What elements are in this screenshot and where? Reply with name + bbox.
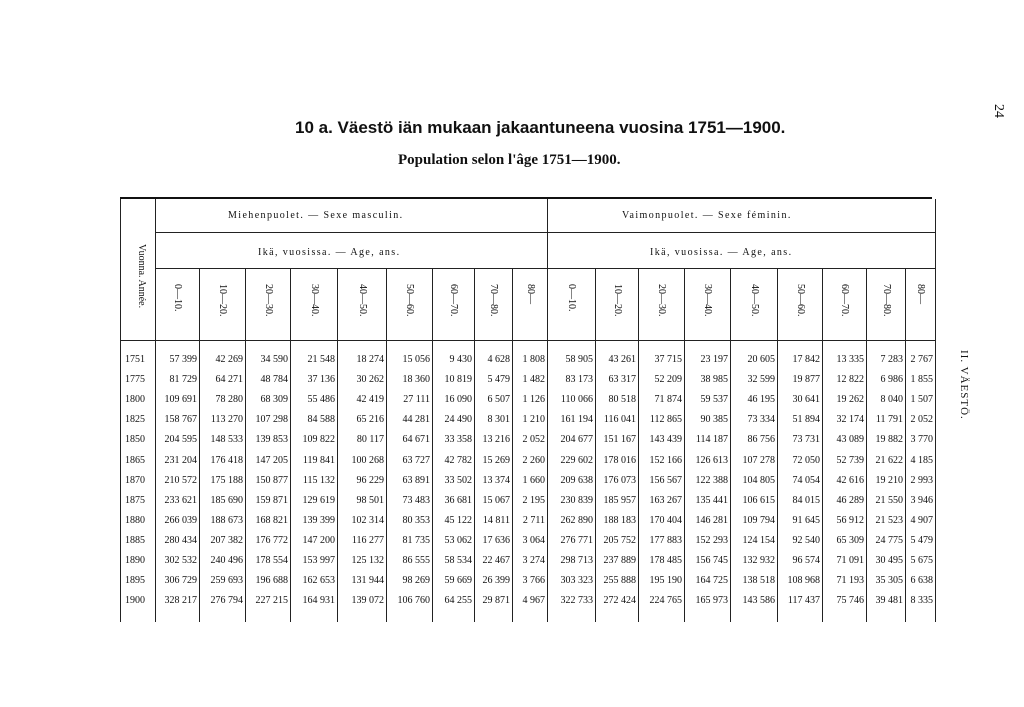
- female-value-cell: 12 822: [836, 374, 864, 386]
- female-value-cell: 42 616: [836, 474, 864, 486]
- female-value-cell: 2 993: [910, 474, 933, 486]
- female-value-cell: 91 645: [792, 514, 820, 526]
- female-value-cell: 152 166: [649, 454, 682, 466]
- female-value-cell: 143 439: [649, 434, 682, 446]
- male-value-cell: 80 353: [402, 514, 430, 526]
- female-value-cell: 71 091: [836, 555, 864, 566]
- female-value-cell: 51 894: [792, 414, 820, 426]
- female-value-cell: 135 441: [695, 494, 728, 506]
- male-value-cell: 150 877: [255, 474, 288, 486]
- female-value-cell: 21 622: [875, 454, 903, 466]
- male-value-cell: 33 358: [444, 434, 472, 446]
- male-value-cell: 107 298: [255, 414, 288, 426]
- male-value-cell: 10 819: [444, 374, 472, 386]
- year-cell: 1751: [125, 354, 145, 365]
- male-value-cell: 98 269: [402, 575, 430, 587]
- male-value-cell: 176 772: [255, 534, 288, 546]
- female-value-cell: 58 905: [565, 354, 593, 365]
- year-cell: 1800: [125, 394, 145, 406]
- female-value-cell: 30 641: [792, 394, 820, 406]
- female-value-cell: 112 865: [649, 414, 682, 426]
- female-value-cell: 46 289: [836, 494, 864, 506]
- female-value-cell: 32 174: [836, 414, 864, 426]
- male-value-cell: 168 821: [255, 514, 288, 526]
- male-value-cell: 96 229: [356, 474, 384, 486]
- female-value-cell: 104 805: [742, 474, 775, 486]
- male-value-cell: 13 374: [482, 474, 510, 486]
- female-value-cell: 74 054: [792, 474, 820, 486]
- year-cell: 1895: [125, 575, 145, 587]
- female-value-cell: 39 481: [875, 595, 903, 607]
- male-value-cell: 9 430: [449, 354, 472, 365]
- male-value-cell: 158 767: [164, 414, 197, 426]
- male-value-cell: 15 067: [482, 494, 510, 506]
- male-value-cell: 34 590: [260, 354, 288, 365]
- female-value-cell: 7 283: [880, 354, 903, 365]
- female-value-cell: 126 613: [695, 454, 728, 466]
- female-value-cell: 86 756: [747, 434, 775, 446]
- female-age-group-label: 20—30.: [656, 284, 667, 317]
- male-value-cell: 185 690: [210, 494, 243, 506]
- male-age-group-label: 30—40.: [308, 284, 320, 317]
- male-value-cell: 64 671: [402, 434, 430, 446]
- male-value-cell: 1 126: [522, 394, 545, 406]
- female-value-cell: 156 745: [695, 555, 728, 566]
- female-value-cell: 156 567: [649, 474, 682, 486]
- female-value-cell: 205 752: [603, 534, 636, 546]
- female-value-cell: 3 770: [910, 434, 933, 446]
- female-value-cell: 188 183: [603, 514, 636, 526]
- male-value-cell: 65 216: [356, 414, 384, 426]
- female-value-cell: 90 385: [700, 414, 728, 426]
- table-top-rule: [120, 197, 932, 199]
- male-value-cell: 175 188: [210, 474, 243, 486]
- male-value-cell: 84 588: [307, 414, 335, 426]
- page-number: 24: [991, 104, 1006, 118]
- male-value-cell: 6 507: [487, 394, 510, 406]
- male-value-cell: 2 711: [522, 514, 545, 526]
- male-value-cell: 73 483: [402, 494, 430, 506]
- table-right-border: [935, 199, 936, 622]
- male-value-cell: 86 555: [402, 555, 430, 566]
- female-value-cell: 96 574: [792, 555, 820, 566]
- male-value-cell: 64 271: [215, 374, 243, 386]
- female-value-cell: 52 739: [836, 454, 864, 466]
- male-value-cell: 57 399: [169, 354, 197, 365]
- male-value-cell: 153 997: [302, 555, 335, 566]
- male-value-cell: 42 419: [356, 394, 384, 406]
- male-value-cell: 42 269: [215, 354, 243, 365]
- male-value-cell: 106 760: [397, 595, 430, 607]
- female-value-cell: 8 335: [910, 595, 933, 607]
- male-value-cell: 119 841: [302, 454, 335, 466]
- male-value-cell: 27 111: [403, 394, 430, 406]
- female-value-cell: 1 507: [910, 394, 933, 406]
- female-value-cell: 178 016: [603, 454, 636, 466]
- male-age-group-label: 20—30.: [262, 284, 274, 317]
- female-value-cell: 23 197: [700, 354, 728, 365]
- male-value-cell: 176 418: [210, 454, 243, 466]
- male-value-cell: 164 931: [302, 595, 335, 607]
- female-value-cell: 109 794: [742, 514, 775, 526]
- female-value-cell: 2 767: [910, 354, 933, 365]
- female-value-cell: 229 602: [560, 454, 593, 466]
- male-value-cell: 44 281: [402, 414, 430, 426]
- male-value-cell: 16 090: [444, 394, 472, 406]
- male-value-cell: 59 669: [444, 575, 472, 587]
- female-value-cell: 73 731: [792, 434, 820, 446]
- male-value-cell: 259 693: [210, 575, 243, 587]
- male-value-cell: 42 782: [444, 454, 472, 466]
- female-value-cell: 4 185: [910, 454, 933, 466]
- male-value-cell: 4 628: [487, 354, 510, 365]
- male-value-cell: 36 681: [444, 494, 472, 506]
- year-cell: 1775: [125, 374, 145, 386]
- year-cell: 1890: [125, 555, 145, 566]
- male-value-cell: 109 822: [302, 434, 335, 446]
- male-value-cell: 26 399: [482, 575, 510, 587]
- female-value-cell: 35 305: [875, 575, 903, 587]
- page-title: 10 a. Väestö iän mukaan jakaantuneena vuosina 1751—1900.: [295, 118, 786, 137]
- male-value-cell: 37 136: [307, 374, 335, 386]
- male-value-cell: 3 274: [522, 555, 545, 566]
- female-value-cell: 303 323: [560, 575, 593, 587]
- male-value-cell: 204 595: [164, 434, 197, 446]
- male-value-cell: 81 735: [402, 534, 430, 546]
- female-value-cell: 19 210: [875, 474, 903, 486]
- female-value-cell: 322 733: [560, 595, 593, 607]
- header-rule-2: [155, 268, 935, 269]
- female-value-cell: 37 715: [654, 354, 682, 365]
- female-value-cell: 255 888: [603, 575, 636, 587]
- female-value-cell: 11 791: [875, 414, 903, 426]
- year-cell: 1885: [125, 534, 145, 546]
- female-value-cell: 116 041: [603, 414, 636, 426]
- female-value-cell: 185 957: [603, 494, 636, 506]
- male-value-cell: 18 360: [402, 374, 430, 386]
- female-value-cell: 152 293: [695, 534, 728, 546]
- male-value-cell: 14 811: [482, 514, 510, 526]
- female-value-cell: 177 883: [649, 534, 682, 546]
- female-value-cell: 178 485: [649, 555, 682, 566]
- female-value-cell: 63 317: [608, 374, 636, 386]
- male-value-cell: 302 532: [164, 555, 197, 566]
- male-value-cell: 4 967: [522, 595, 545, 607]
- table-left-border: [120, 199, 121, 622]
- male-value-cell: 21 548: [307, 354, 335, 365]
- female-value-cell: 59 537: [700, 394, 728, 406]
- female-value-cell: 143 586: [742, 595, 775, 607]
- male-value-cell: 139 072: [351, 595, 384, 607]
- female-age-group-label: 50—60.: [794, 284, 806, 317]
- male-value-cell: 17 636: [482, 534, 510, 546]
- female-age-group-label: 10—20.: [611, 284, 623, 317]
- female-value-cell: 151 167: [603, 434, 636, 446]
- male-value-cell: 233 621: [164, 494, 197, 506]
- male-value-cell: 33 502: [444, 474, 472, 486]
- male-value-cell: 280 434: [164, 534, 197, 546]
- male-value-cell: 227 215: [255, 595, 288, 607]
- year-cell: 1825: [125, 414, 145, 426]
- female-value-cell: 65 309: [836, 534, 864, 546]
- male-value-cell: 1 660: [522, 474, 545, 486]
- section-label: II. VÄESTÖ.: [958, 350, 970, 420]
- male-value-cell: 24 490: [444, 414, 472, 426]
- female-value-cell: 163 267: [649, 494, 682, 506]
- year-cell: 1850: [125, 434, 145, 446]
- male-value-cell: 5 479: [487, 374, 510, 386]
- female-value-cell: 272 424: [603, 595, 636, 607]
- female-value-cell: 107 278: [742, 454, 775, 466]
- female-value-cell: 43 261: [608, 354, 636, 365]
- female-value-cell: 71 874: [654, 394, 682, 406]
- female-value-cell: 132 932: [742, 555, 775, 566]
- male-value-cell: 1 482: [522, 374, 545, 386]
- female-value-cell: 80 518: [608, 394, 636, 406]
- male-value-cell: 102 314: [351, 514, 384, 526]
- female-value-cell: 84 015: [792, 494, 820, 506]
- male-value-cell: 125 132: [351, 555, 384, 566]
- male-value-cell: 55 486: [307, 394, 335, 406]
- female-value-cell: 71 193: [836, 575, 864, 587]
- female-value-cell: 24 775: [875, 534, 903, 546]
- male-value-cell: 328 217: [164, 595, 197, 607]
- female-value-cell: 114 187: [695, 434, 728, 446]
- female-value-cell: 176 073: [603, 474, 636, 486]
- male-value-cell: 13 216: [482, 434, 510, 446]
- male-value-cell: 53 062: [444, 534, 472, 546]
- male-age-group-label: 60—70.: [448, 284, 459, 317]
- female-value-cell: 92 540: [792, 534, 820, 546]
- male-value-cell: 80 117: [356, 434, 384, 446]
- male-value-cell: 147 205: [255, 454, 288, 466]
- male-value-cell: 2 195: [522, 494, 545, 506]
- female-value-cell: 110 066: [560, 394, 593, 406]
- female-value-cell: 108 968: [787, 575, 820, 587]
- male-value-cell: 3 064: [522, 534, 545, 546]
- male-value-cell: 178 554: [255, 555, 288, 566]
- female-value-cell: 230 839: [560, 494, 593, 506]
- female-value-cell: 204 677: [560, 434, 593, 446]
- male-value-cell: 139 853: [255, 434, 288, 446]
- female-value-cell: 19 877: [792, 374, 820, 386]
- male-value-cell: 30 262: [356, 374, 384, 386]
- female-value-cell: 21 523: [875, 514, 903, 526]
- female-value-cell: 117 437: [787, 595, 820, 607]
- male-value-cell: 207 382: [210, 534, 243, 546]
- female-value-cell: 6 986: [880, 374, 903, 386]
- male-value-cell: 113 270: [210, 414, 243, 426]
- male-value-cell: 240 496: [210, 555, 243, 566]
- female-value-cell: 75 746: [836, 595, 864, 607]
- female-value-cell: 3 946: [910, 494, 933, 506]
- male-age-group-label: 80—: [524, 284, 536, 304]
- male-value-cell: 231 204: [164, 454, 197, 466]
- year-cell: 1875: [125, 494, 145, 506]
- male-value-cell: 29 871: [482, 595, 510, 607]
- female-age-group-label: 30—40.: [702, 284, 713, 317]
- female-value-cell: 237 889: [603, 555, 636, 566]
- year-cell: 1900: [125, 595, 145, 607]
- female-value-cell: 161 194: [560, 414, 593, 426]
- male-value-cell: 131 944: [351, 575, 384, 587]
- female-value-cell: 8 040: [880, 394, 903, 406]
- female-value-cell: 73 334: [747, 414, 775, 426]
- female-group-header: Vaimonpuolet. — Sexe féminin.: [622, 210, 792, 221]
- male-value-cell: 148 533: [210, 434, 243, 446]
- female-age-group-label: 70—80.: [880, 284, 892, 317]
- female-value-cell: 224 765: [649, 595, 682, 607]
- female-value-cell: 20 605: [747, 354, 775, 365]
- female-value-cell: 122 388: [695, 474, 728, 486]
- male-value-cell: 8 301: [487, 414, 510, 426]
- male-value-cell: 306 729: [164, 575, 197, 587]
- female-value-cell: 2 052: [910, 414, 933, 426]
- male-value-cell: 18 274: [356, 354, 384, 365]
- female-value-cell: 4 907: [910, 514, 933, 526]
- female-value-cell: 17 842: [792, 354, 820, 365]
- female-value-cell: 5 675: [910, 555, 933, 566]
- male-age-group-label: 10—20.: [217, 284, 228, 317]
- male-value-cell: 68 309: [260, 394, 288, 406]
- female-value-cell: 19 262: [836, 394, 864, 406]
- male-value-cell: 63 727: [402, 454, 430, 466]
- male-value-cell: 81 729: [169, 374, 197, 386]
- female-value-cell: 298 713: [560, 555, 593, 566]
- male-value-cell: 48 784: [260, 374, 288, 386]
- male-age-group-label: 70—80.: [488, 284, 499, 317]
- male-value-cell: 98 501: [356, 494, 384, 506]
- header-rule-1: [155, 232, 935, 233]
- male-value-cell: 1 210: [522, 414, 545, 426]
- female-value-cell: 46 195: [747, 394, 775, 406]
- female-age-group-label: 0—10.: [566, 284, 577, 312]
- female-value-cell: 5 479: [910, 534, 933, 546]
- female-value-cell: 195 190: [649, 575, 682, 587]
- header-bottom-rule: [120, 340, 935, 341]
- male-value-cell: 15 269: [482, 454, 510, 466]
- male-group-header: Miehenpuolet. — Sexe masculin.: [228, 210, 404, 221]
- male-age-group-label: 0—10.: [172, 284, 183, 312]
- female-value-cell: 43 089: [836, 434, 864, 446]
- male-value-cell: 129 619: [302, 494, 335, 506]
- female-value-cell: 164 725: [695, 575, 728, 587]
- female-value-cell: 276 771: [560, 534, 593, 546]
- female-value-cell: 6 638: [910, 575, 933, 587]
- male-value-cell: 3 766: [522, 575, 545, 587]
- male-value-cell: 64 255: [444, 595, 472, 607]
- female-value-cell: 13 335: [836, 354, 864, 365]
- male-value-cell: 15 056: [402, 354, 430, 365]
- female-value-cell: 56 912: [836, 514, 864, 526]
- female-age-header: Ikä, vuosissa. — Age, ans.: [650, 247, 793, 258]
- female-value-cell: 262 890: [560, 514, 593, 526]
- male-value-cell: 2 260: [522, 454, 545, 466]
- female-age-group-label: 40—50.: [748, 284, 760, 317]
- male-value-cell: 58 534: [444, 555, 472, 566]
- male-value-cell: 139 399: [302, 514, 335, 526]
- male-value-cell: 22 467: [482, 555, 510, 566]
- male-value-cell: 159 871: [255, 494, 288, 506]
- male-value-cell: 162 653: [302, 575, 335, 587]
- male-value-cell: 45 122: [444, 514, 472, 526]
- female-value-cell: 52 209: [654, 374, 682, 386]
- year-cell: 1865: [125, 454, 145, 466]
- female-value-cell: 21 550: [875, 494, 903, 506]
- female-age-group-label: 80—: [915, 284, 926, 304]
- male-value-cell: 210 572: [164, 474, 197, 486]
- male-value-cell: 266 039: [164, 514, 197, 526]
- female-value-cell: 38 985: [700, 374, 728, 386]
- male-value-cell: 276 794: [210, 595, 243, 607]
- male-value-cell: 116 277: [351, 534, 384, 546]
- female-value-cell: 19 882: [875, 434, 903, 446]
- female-value-cell: 30 495: [875, 555, 903, 566]
- year-cell: 1880: [125, 514, 145, 526]
- male-age-group-label: 40—50.: [356, 284, 368, 317]
- female-value-cell: 83 173: [565, 374, 593, 386]
- female-value-cell: 1 855: [910, 374, 933, 386]
- female-value-cell: 138 518: [742, 575, 775, 587]
- male-value-cell: 196 688: [255, 575, 288, 587]
- female-age-group-label: 60—70.: [839, 284, 850, 317]
- year-column-header: Vuonna. Année.: [136, 244, 147, 309]
- male-age-header: Ikä, vuosissa. — Age, ans.: [258, 247, 401, 258]
- female-value-cell: 72 050: [792, 454, 820, 466]
- male-value-cell: 188 673: [210, 514, 243, 526]
- male-value-cell: 2 052: [522, 434, 545, 446]
- male-value-cell: 115 132: [302, 474, 335, 486]
- male-age-group-label: 50—60.: [404, 284, 415, 317]
- female-value-cell: 170 404: [649, 514, 682, 526]
- male-value-cell: 63 891: [402, 474, 430, 486]
- male-value-cell: 109 691: [164, 394, 197, 406]
- female-value-cell: 32 599: [747, 374, 775, 386]
- female-value-cell: 209 638: [560, 474, 593, 486]
- female-value-cell: 146 281: [695, 514, 728, 526]
- female-value-cell: 165 973: [695, 595, 728, 607]
- male-value-cell: 100 268: [351, 454, 384, 466]
- female-value-cell: 106 615: [742, 494, 775, 506]
- male-value-cell: 147 200: [302, 534, 335, 546]
- male-value-cell: 1 808: [522, 354, 545, 365]
- female-value-cell: 124 154: [742, 534, 775, 546]
- year-cell: 1870: [125, 474, 145, 486]
- page-subtitle: Population selon l'âge 1751—1900.: [398, 152, 621, 168]
- male-value-cell: 78 280: [215, 394, 243, 406]
